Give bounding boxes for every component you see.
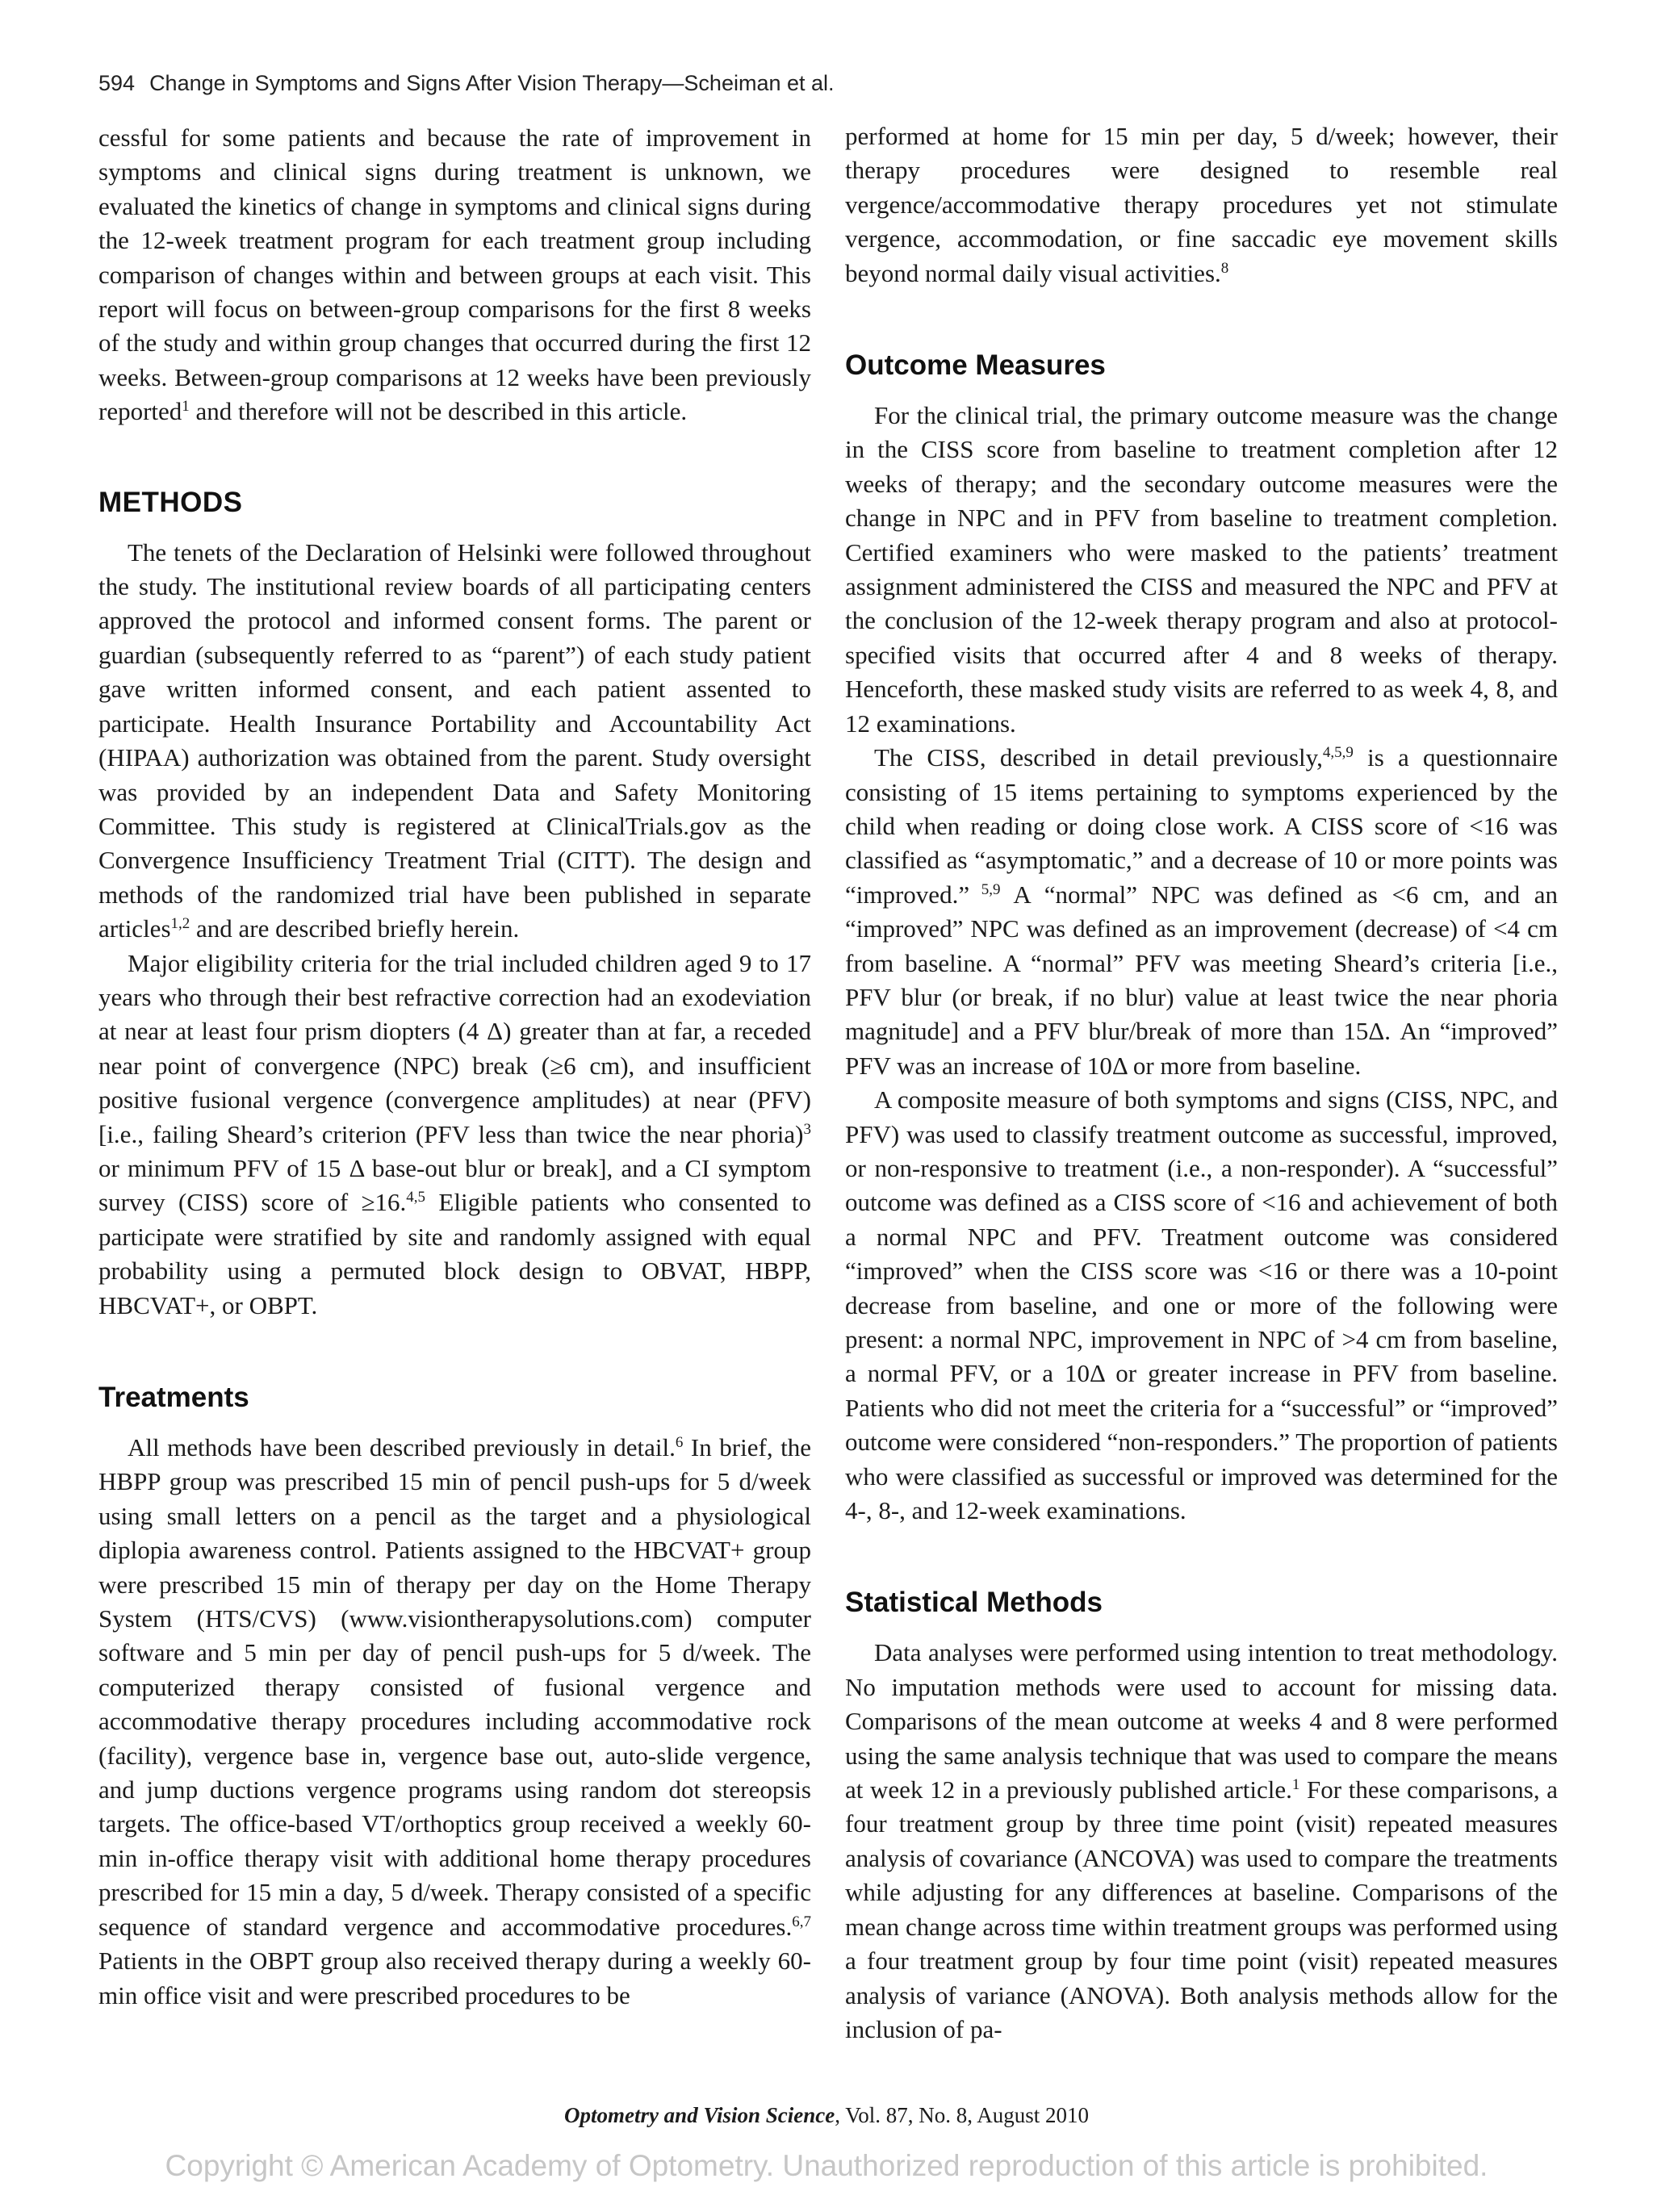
citation-ref: 1 <box>1291 1776 1300 1794</box>
right-column <box>845 119 1558 2047</box>
citation-ref: 6,7 <box>792 1913 811 1930</box>
treatments-paragraph: All methods have been described previously in detail.$^6$ In brief, the HBPP group was prescribed 15 min of pencil push-ups for 5 d/week using small letters on a pencil as the target and a physiological diplopia awareness control. Patients assigned to the HBCVAT+ group were prescribed 15 min of therapy per day on the Home Therapy System (HTS/CVS) (www.visiontherapysolutions.com) computer software and 5 min per day of pencil push-ups for 5 d/week. The computerized therapy consisted of fusional vergence and accommodative therapy procedures including accommodative rock (facility), vergence base in, vergence base out, auto-slide vergence, and jump ductions vergence programs using random dot stereopsis targets. The office-based VT/orthoptics group received a weekly 60-min in-office therapy visit with additional home therapy procedures prescribed for 15 min a day, 5 d/week. Therapy consisted of a specific sequence of standard vergence and accommodative procedures.$^{6,7}$ Patients in the OBPT group also received therapy during a weekly 60-min office visit and were prescribed procedures to be <box>98 1433 811 2009</box>
journal-name: Optometry and Vision Science <box>563 2103 835 2127</box>
copyright-watermark: Copyright © American Academy of Optometry. Unauthorized reproduction of this article is prohibited. <box>165 2149 1488 2182</box>
outcome-paragraph-3: A composite measure of both symptoms and signs (CISS, NPC, and PFV) was used to classify treatment outcome as successful, improved, or non-responsive to treatment (i.e., a non-responder). A “successful” outcome was defined as a CISS score of <16 and achievement of both a normal NPC and PFV. Treatment outcome was considered “improved” when the CISS score was <16 or there was a 10-point decrease from baseline, and one or more of the following were present: a normal NPC, improvement in NPC of >4 cm from baseline, a normal PFV, or a 10Δ or greater increase in PFV from baseline. Patients who did not meet the criteria for a “successful” or “improved” outcome were considered “non-responders.” The proportion of patients who were classified as successful or improved was determined for the 4-, 8-, and 12-week examinations. <box>845 1085 1558 1525</box>
citation-ref: 1 <box>182 398 190 416</box>
running-head <box>98 71 835 96</box>
citation-ref: 5,9 <box>969 880 1001 898</box>
outcome-measures-heading: Outcome Measures <box>845 349 1106 382</box>
citation-ref: 4,5 <box>406 1189 426 1206</box>
statistical-paragraph: Data analyses were performed using intention to treat methodology. No imputation methods were used to account for missing data. Comparisons of the mean outcome at weeks 4 and 8 were performed using the same analysis technique that was used to compare the means at week 12 in a previously published article.$^1$ For these comparisons, a four treatment group by three time point (visit) repeated measures analysis of covariance (ANCOVA) was used to compare the treatments while adjusting for any differences at baseline. Comparisons of the mean change across time within treatment groups was performed using a four treatment group by four time point (visit) repeated measures analysis of variance (ANOVA). Both analysis methods allow for the inclusion of pa- <box>845 1638 1558 2043</box>
continued-paragraph: performed at home for 15 min per day, 5 d/week; however, their therapy procedures were designed to resemble real vergence/accommodative therapy procedures yet not stimulate vergence, accommodation, or fine saccadic eye movement skills beyond normal daily visual activities.$^8$ <box>845 122 1558 287</box>
left-column <box>98 121 811 2013</box>
journal-citation: , Vol. 87, No. 8, August 2010 <box>835 2103 1090 2127</box>
citation-ref: 3 <box>803 1120 811 1138</box>
page-number: 594 <box>98 71 136 95</box>
intro-paragraph: cessful for some patients and because the rate of improvement in symptoms and clinical signs during treatment is unknown, we evaluated the kinetics of change in symptoms and clinical signs during the 12-week treatment program for each treatment group including comparison of changes within and between groups at each visit. This report will focus on between-group comparisons for the first 8 weeks of the study and within group changes that occurred during the first 12 weeks. Between-group comparisons at 12 weeks have been previously reported$^1$ and therefore will not be described in this article. <box>98 123 811 426</box>
treatments-heading: Treatments <box>98 1382 249 1413</box>
citation-ref: 8 <box>1220 259 1229 277</box>
citation-ref: 4,5,9 <box>1322 744 1354 762</box>
citation-ref: 1,2 <box>170 915 190 933</box>
citation-ref: 6 <box>675 1434 684 1451</box>
methods-heading: METHODS <box>98 486 243 518</box>
running-title: Change in Symptoms and Signs After Vision Therapy—Scheiman et al. <box>149 71 835 95</box>
methods-paragraph-1: The tenets of the Declaration of Helsinki were followed throughout the study. The institutional review boards of all participating centers approved the protocol and informed consent forms. The parent or guardian (subsequently referred to as “parent”) of each study patient gave written informed consent, and each patient assented to participate. Health Insurance Portability and Accountability Act (HIPAA) authorization was obtained from the parent. Study oversight was provided by an independent Data and Safety Monitoring Committee. This study is registered at ClinicalTrials.gov as the Convergence Insufficiency Treatment Trial (CITT). The design and methods of the randomized trial have been published in separate articles$^{1,2}$ and are described briefly herein. <box>98 537 811 943</box>
outcome-paragraph-2: The CISS, described in detail previously,$^{4,5,9}$ is a questionnaire consisting of 15 items pertaining to symptoms experienced by the child when reading or doing close work. A CISS score of <16 was classified as “asymptomatic,” and a decrease of 10 or more points was “improved.” $^{5,9}$ A “normal” NPC was defined as <6 cm, and an “improved” NPC was defined as an improvement (decrease) of <4 cm from baseline. A “normal” PFV was meeting Sheard’s criteria [i.e., PFV blur (or break, if no blur) value at least twice the near phoria magnitude] and a PFV blur/break of more than 15Δ. An “improved” PFV was an increase of 10Δ or more from baseline. <box>845 743 1558 1080</box>
outcome-paragraph-1: For the clinical trial, the primary outcome measure was the change in the CISS score from baseline to treatment completion after 12 weeks of therapy; and the secondary outcome measures were the change in NPC and in PFV from baseline to treatment completion. Certified examiners who were masked to the patients’ treatment assignment administered the CISS and measured the NPC and PFV at the conclusion of the 12-week therapy program and also at protocol-specified visits that occurred after 4 and 8 weeks of therapy. Henceforth, these masked study visits are referred to as week 4, 8, and 12 examinations. <box>845 401 1558 738</box>
statistical-methods-heading: Statistical Methods <box>845 1587 1103 1619</box>
methods-paragraph-2: Major eligibility criteria for the trial included children aged 9 to 17 years who through their best refractive correction had an exodeviation at near at least four prism diopters (4 Δ) greater than at far, a receded near point of convergence (NPC) break (≥6 cm), and insufficient positive fusional vergence (convergence amplitudes) at near (PFV) [i.e., failing Sheard’s criterion (PFV less than twice the near phoria)$^3$ or minimum PFV of 15 Δ base-out blur or break], and a CI symptom survey (CISS) score of ≥16.$^{4,5}$ Eligible patients who consented to participate were stratified by site and randomly assigned with equal probability using a permuted block design to OBVAT, HBPP, HBCVAT+, or OBPT. <box>98 948 811 1319</box>
journal-footer <box>0 2103 1653 2128</box>
